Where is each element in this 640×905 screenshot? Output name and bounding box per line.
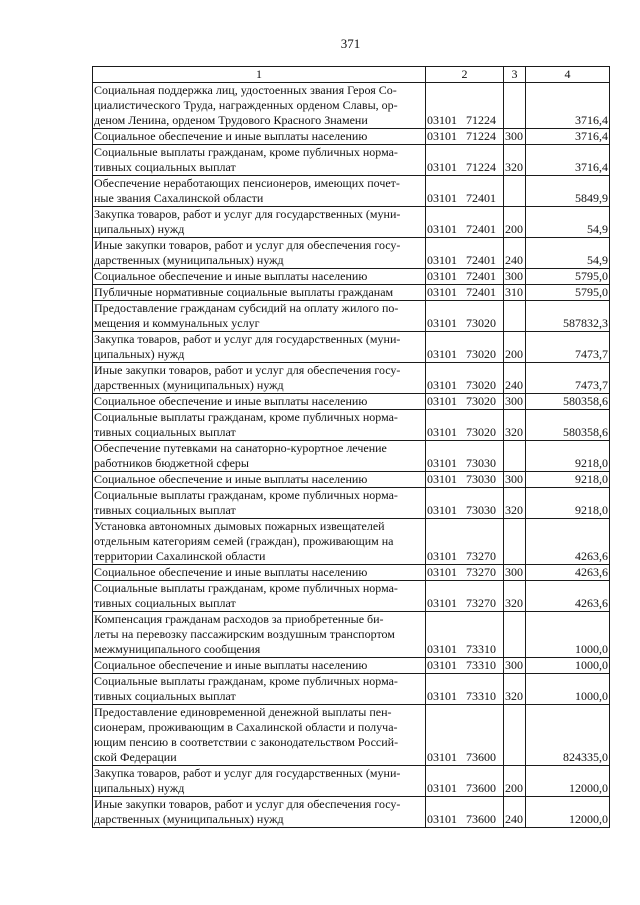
row-type	[504, 301, 526, 332]
table-row	[93, 207, 610, 238]
page-number: 371	[340, 36, 361, 51]
row-amount: 3716,4	[526, 145, 610, 176]
row-type: 300	[504, 472, 526, 488]
row-code: 03101 73030	[426, 472, 504, 488]
row-description: Социальное обеспечение и иные выплаты населению	[93, 129, 426, 145]
row-description: Социальные выплаты гражданам, кроме публичных норма- тивных социальных выплат	[93, 145, 426, 176]
row-type: 310	[504, 285, 526, 301]
row-description: Обеспечение путевками на санаторно-курортное лечение работников бюджетной сферы	[93, 441, 426, 472]
row-description: Социальные выплаты гражданам, кроме публичных норма- тивных социальных выплат	[93, 488, 426, 519]
table-row	[93, 797, 610, 828]
row-type: 240	[504, 238, 526, 269]
row-description: Социальное обеспечение и иные выплаты населению	[93, 269, 426, 285]
row-amount: 1000,0	[526, 658, 610, 674]
table-row	[93, 766, 610, 797]
row-description: Закупка товаров, работ и услуг для государственных (муни- ципальных) нужд	[93, 207, 426, 238]
row-code: 03101 73270	[426, 519, 504, 565]
row-description: Закупка товаров, работ и услуг для государственных (муни- ципальных) нужд	[93, 766, 426, 797]
row-code: 03101 71224	[426, 145, 504, 176]
row-amount: 12000,0	[526, 797, 610, 828]
table-row	[93, 363, 610, 394]
row-type: 240	[504, 797, 526, 828]
row-amount: 54,9	[526, 207, 610, 238]
row-description: Социальная поддержка лиц, удостоенных звания Героя Со- циалистического Труда, награжденных орденом Славы, ор- деном Ленина, орденом Трудового Красного Знамени	[93, 83, 426, 129]
table-row	[93, 332, 610, 363]
table-header	[93, 67, 610, 83]
table-row	[93, 285, 610, 301]
row-code: 03101 73310	[426, 612, 504, 658]
row-amount: 9218,0	[526, 488, 610, 519]
row-code: 03101 73310	[426, 674, 504, 705]
row-code: 03101 72401	[426, 207, 504, 238]
row-type	[504, 176, 526, 207]
row-type: 320	[504, 488, 526, 519]
table-body	[93, 83, 610, 828]
row-amount: 4263,6	[526, 581, 610, 612]
row-amount: 3716,4	[526, 129, 610, 145]
row-type: 200	[504, 207, 526, 238]
row-description: Предоставление единовременной денежной выплаты пен- сионерам, проживающим в Сахалинской области и получа- ющим пенсию в соответствии с законодательством Россий- ской Федерации	[93, 705, 426, 766]
row-type: 300	[504, 269, 526, 285]
row-code: 03101 71224	[426, 83, 504, 129]
row-description: Предоставление гражданам субсидий на оплату жилого по- мещения и коммунальных услуг	[93, 301, 426, 332]
header-col-description: 1	[93, 67, 426, 83]
table-row	[93, 441, 610, 472]
table-row	[93, 658, 610, 674]
row-description: Публичные нормативные социальные выплаты гражданам	[93, 285, 426, 301]
table-row	[93, 394, 610, 410]
row-description: Социальное обеспечение и иные выплаты населению	[93, 565, 426, 581]
row-amount: 587832,3	[526, 301, 610, 332]
table-row	[93, 705, 610, 766]
table-row	[93, 612, 610, 658]
row-code: 03101 72401	[426, 238, 504, 269]
row-code: 03101 73270	[426, 565, 504, 581]
table-row	[93, 176, 610, 207]
row-amount: 3716,4	[526, 83, 610, 129]
row-description: Закупка товаров, работ и услуг для государственных (муни- ципальных) нужд	[93, 332, 426, 363]
row-description: Социальные выплаты гражданам, кроме публичных норма- тивных социальных выплат	[93, 410, 426, 441]
row-amount: 1000,0	[526, 674, 610, 705]
row-amount: 12000,0	[526, 766, 610, 797]
table-row	[93, 472, 610, 488]
table-row	[93, 129, 610, 145]
row-amount: 5849,9	[526, 176, 610, 207]
table-row	[93, 410, 610, 441]
row-description: Установка автономных дымовых пожарных извещателей отдельным категориям семей (граждан), проживающим на территории Сахалинской области	[93, 519, 426, 565]
header-col-amount: 4	[526, 67, 610, 83]
table-row	[93, 581, 610, 612]
row-code: 03101 73310	[426, 658, 504, 674]
row-type: 320	[504, 410, 526, 441]
row-type: 200	[504, 766, 526, 797]
row-code: 03101 73600	[426, 766, 504, 797]
row-code: 03101 72401	[426, 285, 504, 301]
row-code: 03101 73030	[426, 441, 504, 472]
row-code: 03101 72401	[426, 269, 504, 285]
table-row	[93, 145, 610, 176]
row-code: 03101 73020	[426, 301, 504, 332]
row-type	[504, 612, 526, 658]
row-description: Иные закупки товаров, работ и услуг для обеспечения госу- дарственных (муниципальных) нужд	[93, 363, 426, 394]
row-amount: 824335,0	[526, 705, 610, 766]
row-amount: 5795,0	[526, 285, 610, 301]
table-row	[93, 238, 610, 269]
row-description: Иные закупки товаров, работ и услуг для обеспечения госу- дарственных (муниципальных) нужд	[93, 238, 426, 269]
row-description: Социальные выплаты гражданам, кроме публичных норма- тивных социальных выплат	[93, 674, 426, 705]
row-type	[504, 519, 526, 565]
budget-table	[92, 66, 610, 828]
row-amount: 9218,0	[526, 472, 610, 488]
row-description: Социальное обеспечение и иные выплаты населению	[93, 658, 426, 674]
row-amount: 580358,6	[526, 410, 610, 441]
row-code: 03101 73270	[426, 581, 504, 612]
row-description: Социальное обеспечение и иные выплаты населению	[93, 394, 426, 410]
row-type: 240	[504, 363, 526, 394]
header-col-type: 3	[504, 67, 526, 83]
row-type: 200	[504, 332, 526, 363]
table-row	[93, 565, 610, 581]
row-type: 300	[504, 129, 526, 145]
row-type: 320	[504, 145, 526, 176]
row-code: 03101 73030	[426, 488, 504, 519]
table-row	[93, 269, 610, 285]
row-amount: 7473,7	[526, 363, 610, 394]
header-row	[93, 67, 610, 83]
row-amount: 54,9	[526, 238, 610, 269]
row-amount: 4263,6	[526, 519, 610, 565]
row-description: Компенсация гражданам расходов за приобретенные би- леты на перевозку пассажирским воздушным транспортом межмуниципального сообщения	[93, 612, 426, 658]
row-type: 300	[504, 394, 526, 410]
table-row	[93, 83, 610, 129]
row-type: 320	[504, 581, 526, 612]
row-type	[504, 83, 526, 129]
table-row	[93, 488, 610, 519]
row-amount: 5795,0	[526, 269, 610, 285]
row-amount: 4263,6	[526, 565, 610, 581]
row-type	[504, 441, 526, 472]
row-type: 320	[504, 674, 526, 705]
row-description: Обеспечение неработающих пенсионеров, имеющих почет- ные звания Сахалинской области	[93, 176, 426, 207]
table-row	[93, 519, 610, 565]
row-amount: 1000,0	[526, 612, 610, 658]
row-amount: 9218,0	[526, 441, 610, 472]
row-code: 03101 73600	[426, 705, 504, 766]
row-amount: 7473,7	[526, 332, 610, 363]
row-type	[504, 705, 526, 766]
row-code: 03101 72401	[426, 176, 504, 207]
row-code: 03101 73020	[426, 394, 504, 410]
row-code: 03101 73020	[426, 410, 504, 441]
header-col-code: 2	[426, 67, 504, 83]
row-code: 03101 71224	[426, 129, 504, 145]
table-row	[93, 301, 610, 332]
row-code: 03101 73600	[426, 797, 504, 828]
row-description: Социальные выплаты гражданам, кроме публичных норма- тивных социальных выплат	[93, 581, 426, 612]
row-description: Социальное обеспечение и иные выплаты населению	[93, 472, 426, 488]
row-description: Иные закупки товаров, работ и услуг для обеспечения госу- дарственных (муниципальных) нужд	[93, 797, 426, 828]
row-type: 300	[504, 565, 526, 581]
row-code: 03101 73020	[426, 332, 504, 363]
row-amount: 580358,6	[526, 394, 610, 410]
row-type: 300	[504, 658, 526, 674]
row-code: 03101 73020	[426, 363, 504, 394]
table-row	[93, 674, 610, 705]
